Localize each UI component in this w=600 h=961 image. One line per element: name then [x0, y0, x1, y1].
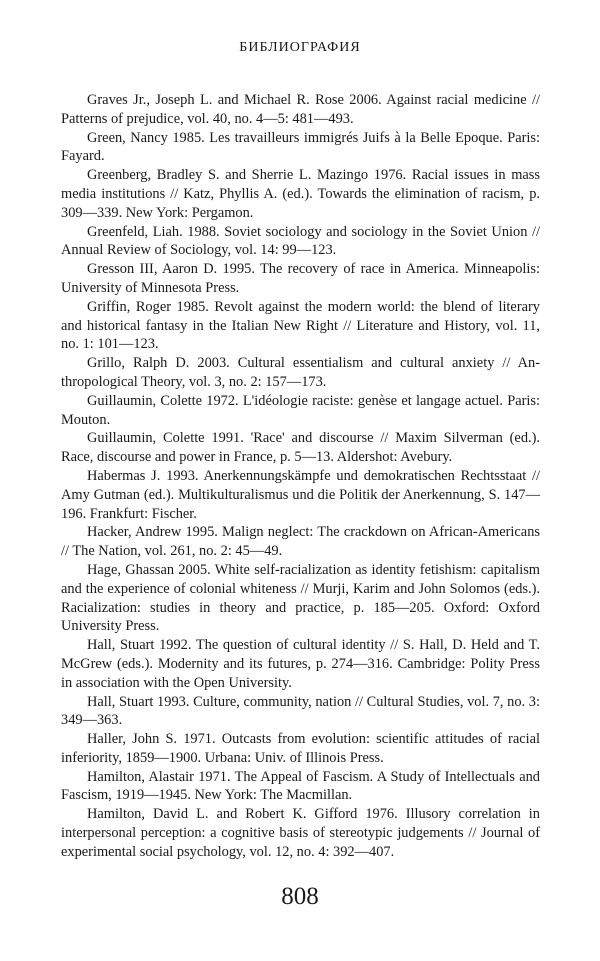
bibliography-entry: Griffin, Roger 1985. Revolt against the modern world: the blend of literary and historical fantasy in the Italian New Right // Literature and History, vol. 11, no. 1: 101—123. [61, 298, 540, 353]
bibliography-entry: Guillaumin, Colette 1991. 'Race' and discourse // Maxim Silverman (ed.). Race, discourse and power in France, p. 5—13. Aldershot: Avebury. [61, 430, 540, 466]
bibliography-entry: Graves Jr., Joseph L. and Michael R. Rose 2006. Against racial medicine // Patterns of prejudice, vol. 40, no. 4—5: 481—493. [61, 92, 540, 127]
bibliography-entry: Hall, Stuart 1993. Culture, community, nation // Cultural Studies, vol. 7, no. 3: 349—363. [61, 693, 540, 729]
bibliography-entry: Hamilton, Alastair 1971. The Appeal of Fascism. A Study of Intellectuals and Fascism, 1919—1945. New York: The Macmillan. [61, 768, 540, 804]
bibliography-entry: Gresson III, Aaron D. 1995. The recovery of race in America. Minneapolis: University of Minnesota Press. [61, 261, 540, 296]
bibliography-entry: Haller, John S. 1971. Outcasts from evolution: scientific attitudes of racial inferiority, 1859—1900. Urbana: Univ. of Illinois Press. [61, 731, 540, 766]
bibliography-entry: Greenberg, Bradley S. and Sherrie L. Mazingo 1976. Racial issues in mass media institutions // Katz, Phyllis A. (ed.). Towards the elimination of racism, p. 309—339. New York: Pergamon. [61, 167, 540, 221]
bibliography-entry: Hamilton, David L. and Robert K. Gifford 1976. Illusory correlation in interpersonal perception: a cognitive basis of stereotypic judgements // Journal of experimental social psychology, vol. 12, no. 4: 392—407. [61, 806, 540, 860]
bibliography-entry: Green, Nancy 1985. Les travailleurs immigrés Juifs à la Belle Epoque. Paris: Fayard. [61, 129, 540, 165]
running-header: БИБЛИОГРАФИЯ [239, 40, 361, 55]
bibliography-list [61, 91, 540, 862]
bibliography-entry: Grillo, Ralph D. 2003. Cultural essentialism and cultural anxiety // Anthropological Theory, vol. 3, no. 2: 157—173. [61, 355, 540, 390]
bibliography-entry: Hacker, Andrew 1995. Malign neglect: The crackdown on African-Americans // The Nation, vol. 261, no. 2: 45—49. [61, 524, 540, 560]
bibliography-entry: Habermas J. 1993. Anerkennungskämpfe und demokratischen Rechtsstaat // Amy Gutman (ed.). Multikulturalismus und die Politik der Anerkennung, S. 147—196. Frankfurt: Fischer. [61, 467, 540, 522]
bibliography-entry: Hage, Ghassan 2005. White self-racialization as identity fetishism: capitalism and the experience of colonial whiteness // Murji, Karim and John Solomos (eds.). Racialization: studies in theory and practice, p. 185—205. Oxford: Oxford University Press. [61, 561, 540, 635]
bibliography-entry: Guillaumin, Colette 1972. L'idéologie raciste: genèse et langage actuel. Paris: Mouton. [61, 392, 540, 428]
bibliography-entry: Hall, Stuart 1992. The question of cultural identity // S. Hall, D. Held and T. McGrew (eds.). Modernity and its futures, p. 274—316. Cambridge: Polity Press in association with the Open University. [61, 637, 540, 691]
bibliography-entry: Greenfeld, Liah. 1988. Soviet sociology and sociology in the Soviet Union // Annual Review of Sociology, vol. 14: 99—123. [61, 223, 540, 259]
page-number: 808 [281, 883, 319, 910]
